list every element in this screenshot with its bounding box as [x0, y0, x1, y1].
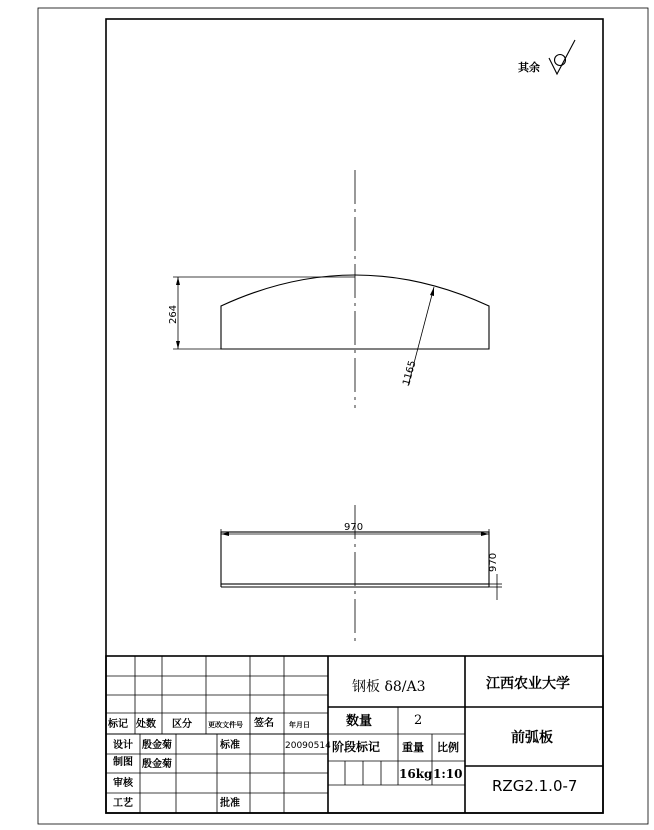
review-label: 审核 — [113, 778, 133, 789]
height-dim-text: 264 — [168, 304, 179, 324]
arrow-icon — [221, 532, 229, 536]
approve-label: 批准 — [220, 798, 240, 809]
process-label: 工艺 — [113, 798, 133, 809]
quantity-value: 2 — [414, 713, 423, 728]
rev-doc-label: 更改文件号 — [208, 721, 243, 729]
radius-dim-text: 1165 — [401, 359, 419, 387]
design-date: 20090514 — [285, 741, 331, 751]
roughness-label: 其余 — [518, 61, 540, 74]
scale-value: 1:10 — [433, 767, 463, 781]
roughness-check-icon — [549, 40, 575, 74]
material-text: 钢板 δ8/A3 — [352, 679, 426, 695]
thickness-dim-text: 970 — [488, 552, 499, 572]
surface-roughness-symbol — [518, 40, 575, 74]
rev-sign-label: 签名 — [254, 718, 274, 729]
stage-mark-label: 阶段标记 — [332, 740, 381, 754]
standard-label: 标准 — [220, 740, 240, 751]
arrow-icon — [481, 532, 489, 536]
arrow-icon — [176, 277, 180, 285]
drafter-name: 殷金菊 — [142, 759, 172, 770]
rev-count-label: 处数 — [136, 719, 156, 730]
drafter-label: 制图 — [113, 757, 133, 768]
front-view — [168, 275, 489, 387]
title-block — [106, 656, 603, 813]
weight-value: 16kg — [399, 767, 433, 781]
arrow-icon — [430, 287, 434, 296]
school-name: 江西农业大学 — [486, 676, 570, 692]
rev-mark-label: 标记 — [108, 719, 128, 730]
design-name: 殷金菊 — [142, 740, 172, 751]
drawing-number: RZG2.1.0-7 — [492, 777, 578, 795]
width-dim-text: 970 — [344, 522, 364, 533]
outer-frame — [38, 8, 648, 824]
plan-view — [221, 522, 502, 600]
rev-date-label: 年月日 — [289, 721, 310, 729]
weight-label: 重量 — [402, 741, 424, 754]
part-name: 前弧板 — [511, 730, 553, 746]
arrow-icon — [176, 341, 180, 349]
design-label: 设计 — [113, 740, 133, 751]
scale-label: 比例 — [437, 741, 459, 754]
rev-zone-label: 区分 — [172, 719, 192, 730]
quantity-label: 数量 — [346, 714, 373, 729]
